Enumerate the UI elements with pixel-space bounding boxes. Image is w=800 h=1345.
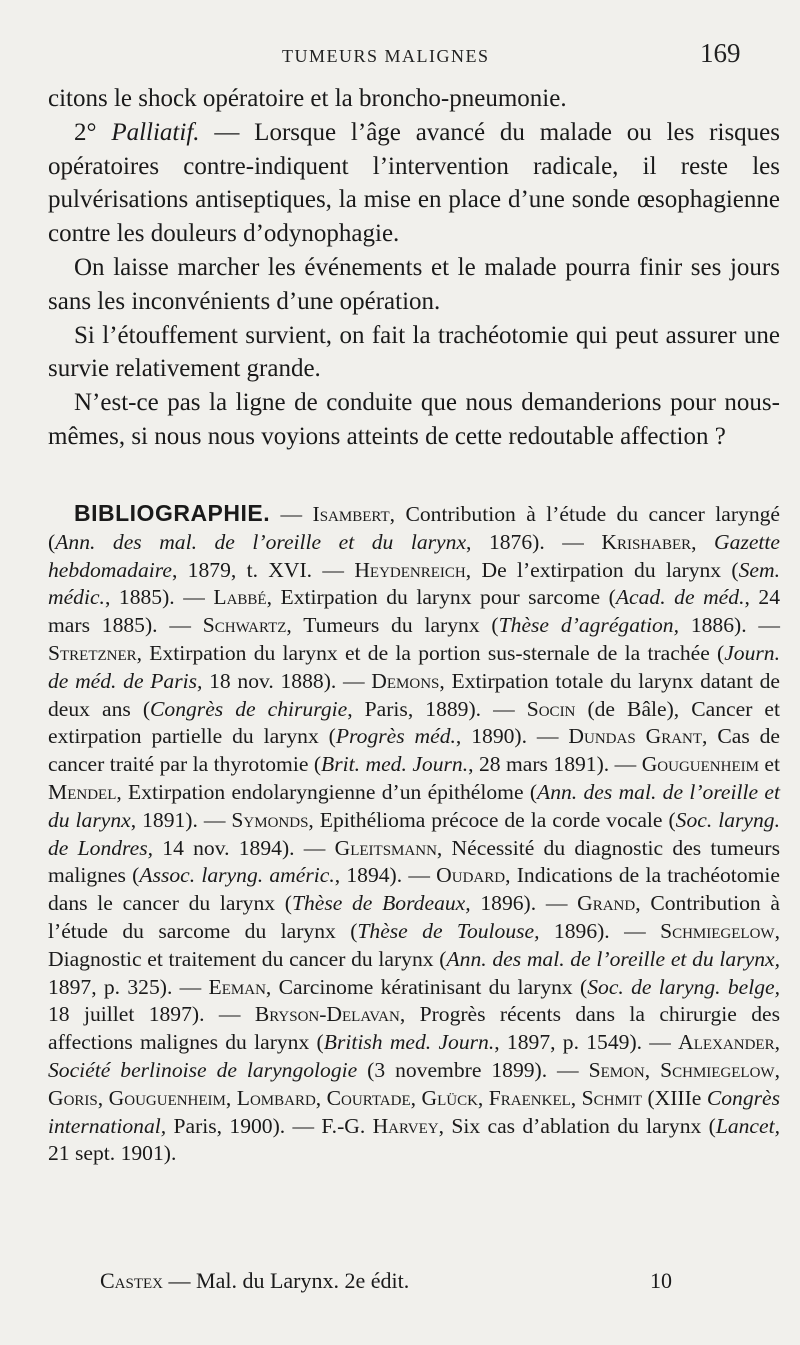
bibliography-heading: BIBLIOGRAPHIE.	[74, 500, 271, 526]
journal-title: Thèse de Bordeaux,	[291, 891, 471, 916]
author-name: Grand	[577, 891, 636, 916]
author-name: Alexander	[678, 1030, 775, 1055]
journal-title: Assoc. laryng. améric.	[139, 863, 335, 888]
citation-text: , 1885). —	[104, 585, 214, 610]
citation-text: ,	[570, 1085, 582, 1110]
author-name: Mendel	[48, 779, 117, 804]
citation-text: ,	[644, 1057, 661, 1082]
journal-title: Acad. de méd.	[615, 585, 745, 610]
citation-text: , 1897, p. 1549). —	[494, 1030, 679, 1055]
author-name: Eeman	[208, 974, 266, 999]
journal-title: Gazette hebdomadaire	[48, 529, 781, 582]
citation-text: 21 sept. 1901).	[48, 1141, 177, 1166]
footer-book-title	[100, 1268, 409, 1294]
citation-text: , Indications de la trachéotomie dans le cancer du larynx (	[48, 863, 780, 916]
citation-text: , Extirpation endolaryngienne d’un épithélome (	[116, 779, 538, 804]
author-name: Gouguenheim	[641, 752, 759, 777]
journal-title: Ann. des mal. de l’oreille et du larynx,	[446, 946, 780, 971]
citation-text: 18 juillet 1897). —	[48, 1002, 255, 1027]
citation-text: et	[758, 752, 780, 777]
citation-text: , 1891). —	[130, 807, 232, 832]
citation-text: ,	[774, 1057, 780, 1082]
citation-text: , Extirpation totale du larynx datant de deux ans (	[48, 668, 781, 721]
citation-text: , Carcinome kératinisant du larynx (	[265, 974, 588, 999]
citation-text: , 1879, t. XVI. —	[171, 557, 355, 582]
author-name: Fraenkel	[488, 1085, 571, 1110]
citation-text: 14 nov. 1894). —	[153, 835, 335, 860]
citation-text: , Extirpation du larynx et de la portion sus-sternale de la trachée (	[136, 640, 725, 665]
signature-mark: 10	[650, 1268, 672, 1293]
author-name: Socin	[526, 696, 576, 721]
paragraph-4: Si l’étouffement survient, on fait la trachéotomie qui peut assurer une survie relativement grande.	[48, 321, 780, 383]
citation-text: , 28 mars 1891). —	[468, 752, 642, 777]
citation-text: , Extirpation du larynx pour sarcome (	[266, 585, 616, 610]
footer-title: Mal. du Larynx. 2e édit.	[196, 1268, 410, 1293]
paragraph-palliatif	[48, 116, 780, 251]
citation-text: , Contribution à l’étude du sarcome du larynx (	[48, 891, 780, 943]
citation-text: , 1876). —	[466, 529, 602, 554]
citation-text: ,	[97, 1085, 109, 1110]
footer-dash: —	[163, 1268, 197, 1293]
author-name: Demons	[371, 668, 440, 693]
citation-text: ,	[315, 1085, 327, 1110]
journal-title: Soc. laryng. de Londres,	[48, 807, 780, 860]
citation-text: 1896). —	[539, 918, 661, 943]
citation-text: ,	[691, 529, 715, 554]
author-name: Symonds	[231, 807, 309, 832]
author-name: Goris	[48, 1085, 98, 1110]
citation-text: ,	[410, 1085, 422, 1110]
author-name: Bryson-Delavan	[254, 1002, 400, 1027]
journal-title: Brit. med. Journ.	[321, 752, 469, 777]
bibliography-paragraph	[48, 500, 780, 1168]
journal-title: Progrès méd.	[335, 724, 456, 749]
citation-text: , 24 mars 1885). —	[48, 585, 781, 638]
paragraph-3: On laisse marcher les événements et le malade pourra finir ses jours sans les inconvénients d’une opération.	[48, 253, 780, 315]
journal-title: Soc. de laryng. belge,	[587, 974, 781, 999]
citation-text: , Paris, 1889). —	[347, 696, 527, 721]
paragraph-2-text: — Lorsque l’âge avancé du malade ou les risques opératoires contre-indiquent l’intervention radicale, il reste les pulvérisations antiseptiques, la mise en place d’une sonde œsophagienne contre les douleurs d’odynophagie.	[48, 118, 781, 248]
citation-text: ,	[774, 1030, 780, 1055]
citation-text: 18 nov. 1888). —	[202, 668, 372, 693]
paragraph-5: N’est-ce pas la ligne de conduite que nous demanderions pour nous-mêmes, si nous nous voyions atteints de cette redoutable affection ?	[48, 389, 780, 450]
journal-title: Thèse d’agrégation,	[498, 613, 679, 638]
citation-text: , De l’extirpation du larynx (	[465, 557, 739, 582]
journal-title: Journ. de méd. de Paris,	[48, 640, 780, 693]
journal-title: Société berlinoise de laryngologie	[48, 1057, 358, 1082]
citation-text: (XIIIe	[641, 1085, 707, 1110]
author-name: Labbé	[213, 585, 267, 610]
citation-text: , Cas de cancer traité par la thyrotomie (	[48, 724, 781, 777]
citation-text: ,	[477, 1085, 489, 1110]
citation-text: , Nécessité du diagnostic des tumeurs malignes (	[48, 835, 781, 888]
citation-text: Paris, 1900). — F.-G.	[166, 1113, 373, 1138]
journal-title: Lancet,	[715, 1113, 780, 1138]
author-name: Semon	[588, 1057, 645, 1082]
main-text	[48, 82, 780, 454]
journal-title: British med. Journ.	[323, 1030, 495, 1055]
citation-text: 1896). —	[470, 891, 578, 916]
citation-text: , Epithélioma précoce de la corde vocale (	[308, 807, 676, 832]
section-title: Palliatif.	[111, 118, 200, 146]
journal-title: Thèse de Toulouse,	[357, 918, 540, 943]
section-number: 2°	[74, 118, 112, 146]
citation-text: , 1894). —	[334, 863, 437, 888]
citation-text: , Progrès récents dans la chirurgie des affections malignes du larynx (	[48, 1002, 781, 1055]
paragraph-1: citons le shock opératoire et la broncho-pneumonie.	[48, 85, 567, 112]
citation-text: , Tumeurs du larynx (	[286, 613, 499, 638]
author-name: Gouguenheim	[108, 1085, 226, 1110]
citation-text: (3 novembre 1899). —	[357, 1057, 589, 1082]
footer-author: Castex	[100, 1268, 164, 1293]
bibliography	[48, 500, 780, 1168]
author-name: Lombard	[236, 1085, 316, 1110]
author-name: Schmit	[581, 1085, 642, 1110]
citation-text: (de Bâle), Cancer et extirpation partielle du larynx (	[48, 696, 780, 749]
citation-text: , 1890). —	[455, 724, 569, 749]
citation-text: 1886). —	[679, 613, 781, 638]
citation-text: , Contribution à l’étude du cancer laryngé (	[48, 502, 780, 554]
author-name: Heydenreich	[354, 557, 466, 582]
page-number: 169	[700, 38, 741, 68]
citation-text: , Diagnostic et traitement du cancer du larynx (	[48, 918, 780, 971]
author-name: Stretzner	[48, 640, 137, 665]
author-name: Krishaber	[601, 529, 692, 554]
citation-text: 1897, p. 325). —	[48, 974, 209, 999]
journal-title: Ann. des mal. de l’oreille et du larynx	[55, 529, 467, 554]
author-name: Schmiegelow	[660, 918, 775, 943]
journal-title: Ann. des mal. de l’oreille et du larynx	[48, 779, 780, 832]
author-name: Schmiegelow	[660, 1057, 775, 1082]
citation-text: ,	[225, 1085, 237, 1110]
journal-title: Congrès international,	[48, 1085, 781, 1138]
page-header	[0, 34, 800, 74]
author-name: Harvey	[372, 1113, 439, 1138]
author-name: Schwartz	[202, 613, 287, 638]
citation-text: , Six cas d’ablation du larynx (	[438, 1113, 716, 1138]
journal-title: Congrès de chirurgie	[150, 696, 348, 721]
author-name: Glück	[421, 1085, 478, 1110]
author-name: Courtade	[326, 1085, 411, 1110]
author-name: Gleitsmann	[334, 835, 437, 860]
author-name: Isambert	[312, 502, 390, 526]
citation-text: —	[270, 502, 313, 526]
author-name: Oudard	[436, 863, 506, 888]
journal-title: Sem. médic.	[48, 557, 780, 610]
running-title: TUMEURS MALIGNES	[282, 46, 490, 66]
author-name: Dundas Grant	[568, 724, 703, 749]
page-footer	[0, 1262, 800, 1302]
